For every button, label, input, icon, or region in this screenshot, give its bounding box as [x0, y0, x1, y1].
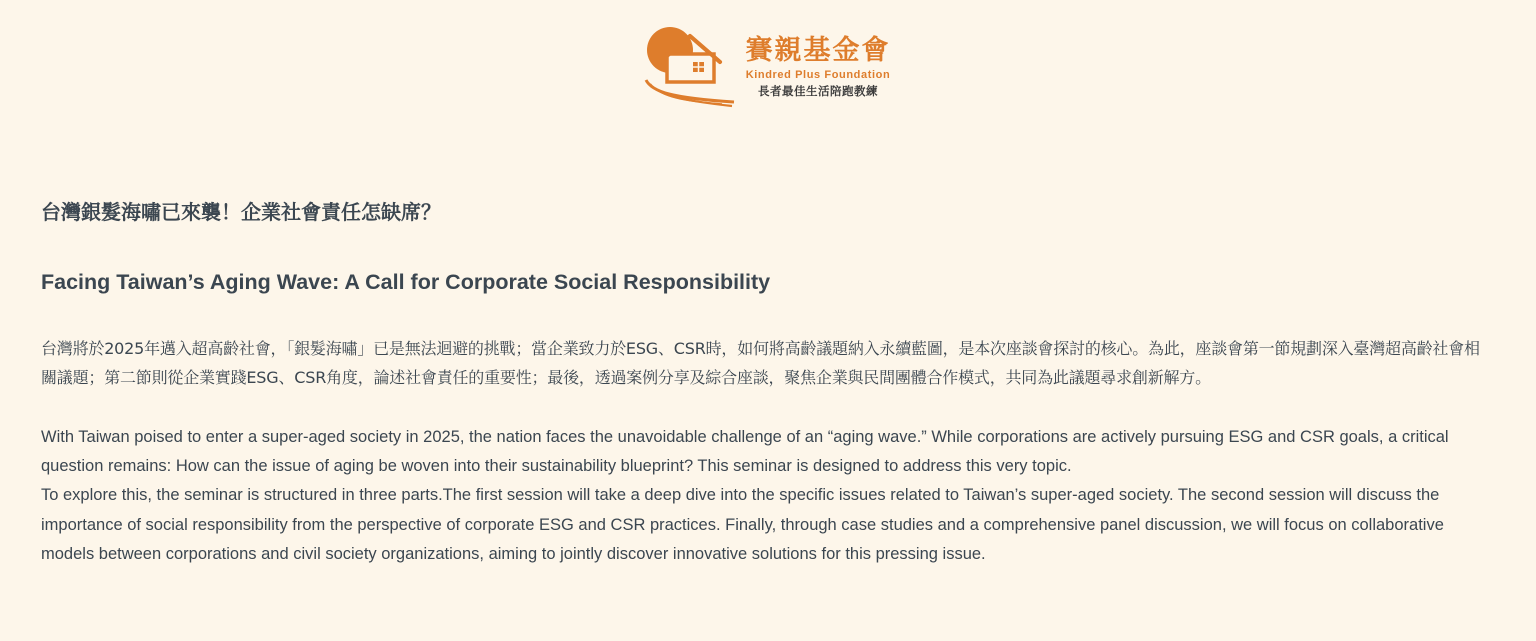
foundation-logo[interactable]: [642, 22, 902, 108]
article-paragraph-en-part-1: With Taiwan poised to enter a super-aged society in 2025, the nation faces the unavoidable challenge of an “aging wave.” While corporations are actively pursuing ESG and CSR goals, a critical question remains: How can the issue of aging be woven into their sustainability blueprint? This seminar is designed to address this very topic.: [41, 427, 1449, 475]
logo-name-cn: 賽親基金會: [745, 35, 891, 66]
logo-text: [734, 36, 902, 99]
house-sun-logo-icon: [642, 22, 738, 108]
article-paragraph-en: [41, 423, 1493, 570]
article-title-cn: 台灣銀髮海嘯已來襲！企業社會責任怎缺席？: [41, 200, 441, 224]
article-content: [41, 196, 1493, 570]
logo-tagline: 長者最佳生活陪跑教練: [758, 84, 878, 98]
article-title-en: Facing Taiwan’s Aging Wave: A Call for Corporate Social Responsibility: [41, 270, 771, 294]
article-paragraph-cn: 台灣將於2025年邁入超高齡社會，「銀髮海嘯」已是無法迴避的挑戰；當企業致力於ESG、CSR時，如何將高齡議題納入永續藍圖，是本次座談會探討的核心。為此，座談會第一節規劃深入臺灣超高齡社會相關議題；第二節則從企業實踐ESG、CSR角度，論述社會責任的重要性；最後，透過案例分享及綜合座談，聚焦企業與民間團體合作模式，共同為此議題尋求創新解方。: [41, 339, 1480, 388]
logo-name-en: Kindred Plus Foundation: [745, 69, 891, 81]
article-paragraph-en-part-2: To explore this, the seminar is structured in three parts.The first session will take a deep dive into the specific issues related to Taiwan’s super-aged society. The second session will discuss the importance of social responsibility from the perspective of corporate ESG and CSR practices. Finally, through case studies and a comprehensive panel discussion, we will focus on collaborative models between corporations and civil society organizations, aiming to jointly discover innovative solutions for this pressing issue.: [41, 486, 1444, 564]
